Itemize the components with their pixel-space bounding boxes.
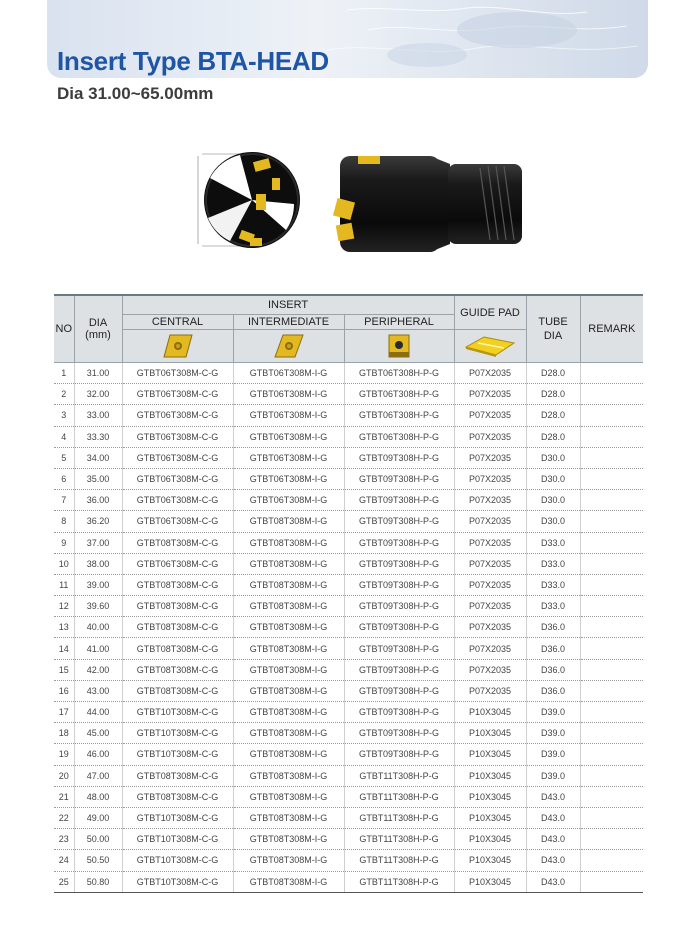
cell-dia: 50.50 [74, 850, 122, 871]
cell-remark [580, 744, 643, 765]
cell-dia: 40.00 [74, 617, 122, 638]
header-peripheral: PERIPHERAL [344, 315, 454, 330]
cell-no: 10 [54, 553, 74, 574]
cell-tube-dia: D33.0 [526, 553, 580, 574]
cell-intermediate: GTBT08T308M-I-G [233, 638, 344, 659]
cell-guide-pad: P07X2035 [454, 553, 526, 574]
cell-peripheral: GTBT09T308H-P-G [344, 723, 454, 744]
cell-intermediate: GTBT08T308M-I-G [233, 723, 344, 744]
cell-no: 5 [54, 447, 74, 468]
cell-tube-dia: D36.0 [526, 617, 580, 638]
cell-guide-pad: P07X2035 [454, 405, 526, 426]
cell-dia: 33.30 [74, 426, 122, 447]
header-tube-dia [526, 295, 580, 363]
cell-tube-dia: D30.0 [526, 468, 580, 489]
cell-intermediate: GTBT08T308M-I-G [233, 574, 344, 595]
cell-peripheral: GTBT09T308H-P-G [344, 490, 454, 511]
cell-central: GTBT08T308M-C-G [122, 574, 233, 595]
cell-remark [580, 426, 643, 447]
cell-tube-dia: D36.0 [526, 659, 580, 680]
front-view-drawing [198, 152, 300, 248]
table-row [54, 807, 643, 828]
cell-central: GTBT08T308M-C-G [122, 659, 233, 680]
cell-dia: 46.00 [74, 744, 122, 765]
cell-guide-pad: P07X2035 [454, 363, 526, 384]
cell-central: GTBT10T308M-C-G [122, 829, 233, 850]
cell-no: 14 [54, 638, 74, 659]
table-row [54, 786, 643, 807]
cell-no: 1 [54, 363, 74, 384]
cell-no: 3 [54, 405, 74, 426]
cell-peripheral: GTBT09T308H-P-G [344, 680, 454, 701]
cell-central: GTBT08T308M-C-G [122, 638, 233, 659]
cell-no: 18 [54, 723, 74, 744]
cell-dia: 34.00 [74, 447, 122, 468]
table-row [54, 363, 643, 384]
cell-intermediate: GTBT08T308M-I-G [233, 596, 344, 617]
table-row [54, 850, 643, 871]
cell-intermediate: GTBT08T308M-I-G [233, 532, 344, 553]
cell-tube-dia: D43.0 [526, 850, 580, 871]
intermediate-insert-icon [271, 333, 307, 359]
table-row [54, 765, 643, 786]
side-view-drawing [333, 156, 522, 252]
cell-remark [580, 447, 643, 468]
cell-no: 9 [54, 532, 74, 553]
cell-remark [580, 807, 643, 828]
cell-guide-pad: P10X3045 [454, 786, 526, 807]
cell-dia: 41.00 [74, 638, 122, 659]
table-row [54, 871, 643, 892]
cell-central: GTBT08T308M-C-G [122, 786, 233, 807]
cell-peripheral: GTBT06T308H-P-G [344, 426, 454, 447]
cell-intermediate: GTBT08T308M-I-G [233, 744, 344, 765]
cell-tube-dia: D28.0 [526, 363, 580, 384]
cell-peripheral: GTBT06T308H-P-G [344, 384, 454, 405]
peripheral-insert-icon [385, 333, 413, 359]
cell-tube-dia: D43.0 [526, 807, 580, 828]
header-intermediate: INTERMEDIATE [233, 315, 344, 330]
cell-peripheral: GTBT11T308H-P-G [344, 850, 454, 871]
guide-pad-icon [462, 333, 518, 359]
cell-tube-dia: D39.0 [526, 744, 580, 765]
cell-dia: 39.60 [74, 596, 122, 617]
cell-peripheral: GTBT09T308H-P-G [344, 447, 454, 468]
cell-intermediate: GTBT06T308M-I-G [233, 468, 344, 489]
cell-central: GTBT06T308M-C-G [122, 490, 233, 511]
cell-guide-pad: P10X3045 [454, 765, 526, 786]
cell-central: GTBT06T308M-C-G [122, 511, 233, 532]
cell-peripheral: GTBT11T308H-P-G [344, 807, 454, 828]
cell-peripheral: GTBT09T308H-P-G [344, 511, 454, 532]
guide-pad-icon-cell [454, 330, 526, 363]
table-row [54, 468, 643, 489]
header-central: CENTRAL [122, 315, 233, 330]
cell-peripheral: GTBT09T308H-P-G [344, 553, 454, 574]
cell-central: GTBT08T308M-C-G [122, 765, 233, 786]
cell-tube-dia: D33.0 [526, 532, 580, 553]
cell-no: 15 [54, 659, 74, 680]
cell-central: GTBT10T308M-C-G [122, 702, 233, 723]
bta-head-product-image [190, 148, 530, 252]
cell-remark [580, 659, 643, 680]
cell-dia: 35.00 [74, 468, 122, 489]
cell-intermediate: GTBT06T308M-I-G [233, 405, 344, 426]
intermediate-insert-icon-cell [233, 330, 344, 363]
cell-guide-pad: P07X2035 [454, 574, 526, 595]
page-title: Insert Type BTA-HEAD [57, 46, 329, 76]
cell-dia: 33.00 [74, 405, 122, 426]
cell-dia: 47.00 [74, 765, 122, 786]
cell-peripheral: GTBT06T308H-P-G [344, 405, 454, 426]
cell-central: GTBT08T308M-C-G [122, 680, 233, 701]
cell-intermediate: GTBT06T308M-I-G [233, 384, 344, 405]
cell-guide-pad: P07X2035 [454, 638, 526, 659]
cell-peripheral: GTBT09T308H-P-G [344, 744, 454, 765]
cell-dia: 39.00 [74, 574, 122, 595]
cell-tube-dia: D30.0 [526, 511, 580, 532]
cell-intermediate: GTBT08T308M-I-G [233, 850, 344, 871]
cell-remark [580, 532, 643, 553]
cell-tube-dia: D39.0 [526, 765, 580, 786]
cell-intermediate: GTBT08T308M-I-G [233, 765, 344, 786]
table-row [54, 490, 643, 511]
cell-peripheral: GTBT06T308H-P-G [344, 363, 454, 384]
cell-tube-dia: D30.0 [526, 447, 580, 468]
header-guide-pad: GUIDE PAD [454, 295, 526, 330]
cell-remark [580, 871, 643, 892]
cell-peripheral: GTBT09T308H-P-G [344, 532, 454, 553]
table-row [54, 447, 643, 468]
cell-remark [580, 680, 643, 701]
table-row [54, 829, 643, 850]
cell-dia: 50.00 [74, 829, 122, 850]
cell-no: 21 [54, 786, 74, 807]
cell-intermediate: GTBT08T308M-I-G [233, 617, 344, 638]
cell-intermediate: GTBT08T308M-I-G [233, 871, 344, 892]
table-row [54, 553, 643, 574]
insert-spec-table [54, 294, 643, 893]
cell-central: GTBT10T308M-C-G [122, 723, 233, 744]
cell-central: GTBT08T308M-C-G [122, 532, 233, 553]
cell-guide-pad: P07X2035 [454, 447, 526, 468]
cell-intermediate: GTBT06T308M-I-G [233, 447, 344, 468]
cell-no: 17 [54, 702, 74, 723]
cell-dia: 50.80 [74, 871, 122, 892]
cell-dia: 36.00 [74, 490, 122, 511]
cell-intermediate: GTBT06T308M-I-G [233, 490, 344, 511]
cell-central: GTBT06T308M-C-G [122, 553, 233, 574]
cell-tube-dia: D39.0 [526, 702, 580, 723]
cell-no: 2 [54, 384, 74, 405]
cell-central: GTBT06T308M-C-G [122, 426, 233, 447]
cell-tube-dia: D43.0 [526, 829, 580, 850]
cell-remark [580, 617, 643, 638]
cell-central: GTBT10T308M-C-G [122, 807, 233, 828]
table-row [54, 426, 643, 447]
cell-peripheral: GTBT09T308H-P-G [344, 638, 454, 659]
cell-remark [580, 638, 643, 659]
cell-guide-pad: P07X2035 [454, 511, 526, 532]
cell-central: GTBT10T308M-C-G [122, 850, 233, 871]
cell-remark [580, 829, 643, 850]
cell-intermediate: GTBT08T308M-I-G [233, 680, 344, 701]
spec-table-body [54, 363, 643, 893]
cell-no: 8 [54, 511, 74, 532]
header-dia-label: DIA [88, 317, 108, 329]
cell-intermediate: GTBT06T308M-I-G [233, 363, 344, 384]
cell-central: GTBT10T308M-C-G [122, 744, 233, 765]
cell-remark [580, 468, 643, 489]
cell-remark [580, 405, 643, 426]
cell-remark [580, 490, 643, 511]
cell-dia: 44.00 [74, 702, 122, 723]
table-row [54, 596, 643, 617]
cell-tube-dia: D43.0 [526, 786, 580, 807]
cell-peripheral: GTBT11T308H-P-G [344, 765, 454, 786]
cell-central: GTBT08T308M-C-G [122, 596, 233, 617]
cell-guide-pad: P10X3045 [454, 850, 526, 871]
cell-no: 4 [54, 426, 74, 447]
cell-remark [580, 596, 643, 617]
cell-no: 19 [54, 744, 74, 765]
table-row [54, 702, 643, 723]
cell-central: GTBT06T308M-C-G [122, 468, 233, 489]
cell-remark [580, 363, 643, 384]
cell-guide-pad: P07X2035 [454, 468, 526, 489]
cell-dia: 42.00 [74, 659, 122, 680]
header-dia [74, 295, 122, 363]
cell-no: 11 [54, 574, 74, 595]
table-row [54, 680, 643, 701]
cell-remark [580, 511, 643, 532]
table-row [54, 744, 643, 765]
cell-remark [580, 850, 643, 871]
cell-tube-dia: D28.0 [526, 384, 580, 405]
cell-no: 12 [54, 596, 74, 617]
header-insert: INSERT [122, 295, 454, 315]
cell-peripheral: GTBT09T308H-P-G [344, 659, 454, 680]
cell-no: 13 [54, 617, 74, 638]
cell-peripheral: GTBT11T308H-P-G [344, 871, 454, 892]
cell-guide-pad: P10X3045 [454, 871, 526, 892]
cell-guide-pad: P07X2035 [454, 617, 526, 638]
cell-central: GTBT10T308M-C-G [122, 871, 233, 892]
cell-peripheral: GTBT09T308H-P-G [344, 468, 454, 489]
cell-no: 6 [54, 468, 74, 489]
cell-intermediate: GTBT08T308M-I-G [233, 511, 344, 532]
cell-tube-dia: D39.0 [526, 723, 580, 744]
table-row [54, 617, 643, 638]
cell-dia: 49.00 [74, 807, 122, 828]
cell-intermediate: GTBT08T308M-I-G [233, 659, 344, 680]
cell-remark [580, 765, 643, 786]
header-dia-unit: (mm) [85, 329, 111, 341]
cell-no: 24 [54, 850, 74, 871]
peripheral-insert-icon-cell [344, 330, 454, 363]
cell-central: GTBT06T308M-C-G [122, 384, 233, 405]
central-insert-icon-cell [122, 330, 233, 363]
cell-no: 23 [54, 829, 74, 850]
cell-dia: 38.00 [74, 553, 122, 574]
cell-peripheral: GTBT11T308H-P-G [344, 786, 454, 807]
cell-intermediate: GTBT06T308M-I-G [233, 426, 344, 447]
cell-intermediate: GTBT08T308M-I-G [233, 702, 344, 723]
cell-guide-pad: P07X2035 [454, 490, 526, 511]
header-no: NO [54, 295, 74, 363]
cell-no: 22 [54, 807, 74, 828]
cell-intermediate: GTBT08T308M-I-G [233, 807, 344, 828]
cell-dia: 45.00 [74, 723, 122, 744]
table-row [54, 384, 643, 405]
cell-guide-pad: P07X2035 [454, 426, 526, 447]
cell-guide-pad: P10X3045 [454, 702, 526, 723]
cell-dia: 32.00 [74, 384, 122, 405]
cell-no: 7 [54, 490, 74, 511]
cell-peripheral: GTBT09T308H-P-G [344, 596, 454, 617]
cell-peripheral: GTBT09T308H-P-G [344, 617, 454, 638]
cell-peripheral: GTBT11T308H-P-G [344, 829, 454, 850]
cell-guide-pad: P07X2035 [454, 596, 526, 617]
cell-dia: 31.00 [74, 363, 122, 384]
cell-tube-dia: D33.0 [526, 574, 580, 595]
cell-remark [580, 574, 643, 595]
cell-guide-pad: P10X3045 [454, 744, 526, 765]
table-row [54, 723, 643, 744]
cell-remark [580, 553, 643, 574]
cell-guide-pad: P07X2035 [454, 659, 526, 680]
table-row [54, 659, 643, 680]
cell-peripheral: GTBT09T308H-P-G [344, 574, 454, 595]
cell-tube-dia: D36.0 [526, 680, 580, 701]
cell-tube-dia: D33.0 [526, 596, 580, 617]
cell-guide-pad: P07X2035 [454, 680, 526, 701]
table-row [54, 574, 643, 595]
cell-tube-dia: D28.0 [526, 426, 580, 447]
cell-central: GTBT06T308M-C-G [122, 405, 233, 426]
cell-no: 25 [54, 871, 74, 892]
cell-remark [580, 384, 643, 405]
cell-remark [580, 702, 643, 723]
cell-dia: 43.00 [74, 680, 122, 701]
cell-remark [580, 723, 643, 744]
cell-dia: 36.20 [74, 511, 122, 532]
cell-intermediate: GTBT08T308M-I-G [233, 829, 344, 850]
cell-no: 20 [54, 765, 74, 786]
cell-intermediate: GTBT08T308M-I-G [233, 553, 344, 574]
cell-tube-dia: D36.0 [526, 638, 580, 659]
cell-guide-pad: P10X3045 [454, 829, 526, 850]
cell-no: 16 [54, 680, 74, 701]
table-row [54, 405, 643, 426]
cell-central: GTBT08T308M-C-G [122, 617, 233, 638]
table-row [54, 638, 643, 659]
cell-central: GTBT06T308M-C-G [122, 447, 233, 468]
cell-tube-dia: D43.0 [526, 871, 580, 892]
table-row [54, 511, 643, 532]
cell-peripheral: GTBT09T308H-P-G [344, 702, 454, 723]
cell-dia: 48.00 [74, 786, 122, 807]
cell-central: GTBT06T308M-C-G [122, 363, 233, 384]
cell-remark [580, 786, 643, 807]
cell-dia: 37.00 [74, 532, 122, 553]
cell-guide-pad: P10X3045 [454, 807, 526, 828]
cell-tube-dia: D28.0 [526, 405, 580, 426]
cell-guide-pad: P07X2035 [454, 384, 526, 405]
cell-guide-pad: P07X2035 [454, 532, 526, 553]
table-row [54, 532, 643, 553]
diameter-range-subtitle: Dia 31.00~65.00mm [57, 84, 214, 103]
cell-intermediate: GTBT08T308M-I-G [233, 786, 344, 807]
cell-tube-dia: D30.0 [526, 490, 580, 511]
cell-guide-pad: P10X3045 [454, 723, 526, 744]
header-remark: REMARK [580, 295, 643, 363]
central-insert-icon [160, 333, 196, 359]
header-tube-dia-label: TUBE DIA [538, 316, 568, 342]
